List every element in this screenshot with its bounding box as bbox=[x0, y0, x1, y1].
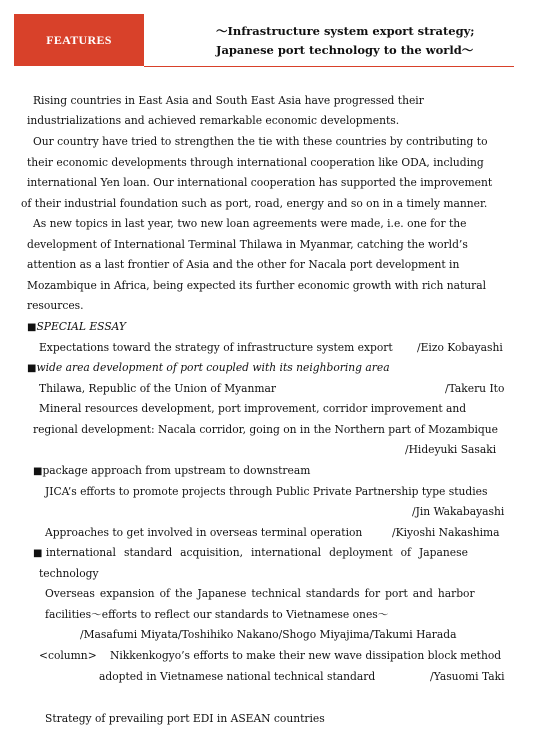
toc-entry: Nikkenkogyo’s efforts to make their new wave dissipation block method bbox=[110, 649, 502, 662]
intro-line: development of International Terminal Thilawa in Myanmar, catching the world’s bbox=[27, 238, 468, 251]
toc-entry: facilities～efforts to reflect our standards to Vietnamese ones～ bbox=[45, 608, 389, 621]
column-tag: <column> bbox=[39, 649, 97, 662]
intro-line: their economic developments through international cooperation like ODA, including bbox=[27, 156, 484, 169]
section-heading-label: wide area development of port coupled with its neighboring area bbox=[36, 361, 390, 374]
section-heading-label: international standard acquisition, international deployment of Japanese bbox=[45, 546, 468, 559]
square-bullet-icon: ■ bbox=[27, 363, 37, 374]
intro-line: Our country have tried to strengthen the tie with these countries by contributing to bbox=[33, 135, 488, 148]
intro-line: industrializations and achieved remarkable economic developments. bbox=[27, 114, 400, 127]
header-badge: FEATURES bbox=[14, 14, 144, 66]
intro-line: Rising countries in East Asia and South East Asia have progressed their bbox=[33, 94, 424, 107]
toc-author: /Yasuomi Taki bbox=[430, 670, 505, 683]
intro-line: resources. bbox=[27, 299, 84, 312]
section-heading-label: package approach from upstream to downstream bbox=[42, 464, 311, 477]
section-heading-wide-area bbox=[27, 361, 390, 376]
toc-entry: Mineral resources development, port improvement, corridor improvement and bbox=[39, 402, 467, 415]
toc-author: /Takeru Ito bbox=[445, 382, 505, 395]
square-bullet-icon: ■ bbox=[33, 548, 43, 559]
intro-line: attention as a last frontier of Asia and the other for Nacala port development in bbox=[27, 258, 460, 271]
section-heading-continuation: technology bbox=[39, 567, 99, 580]
toc-entry: Thilawa, Republic of the Union of Myanmar bbox=[39, 382, 277, 395]
toc-entry: Strategy of prevailing port EDI in ASEAN countries bbox=[45, 712, 325, 725]
toc-entry: JICA’s efforts to promote projects through Public Private Partnership type studies bbox=[45, 485, 488, 498]
intro-line: international Yen loan. Our international cooperation has supported the improvement bbox=[27, 176, 493, 189]
section-heading-special-essay bbox=[27, 320, 126, 335]
toc-author: /Masafumi Miyata/Toshihiko Nakano/Shogo Miyajima/Takumi Harada bbox=[80, 628, 457, 641]
section-heading-package bbox=[33, 464, 310, 479]
toc-author: /Jin Wakabayashi bbox=[412, 505, 505, 518]
toc-entry: regional development: Nacala corridor, going on in the Northern part of Mozambique bbox=[33, 423, 498, 436]
square-bullet-icon: ■ bbox=[27, 322, 37, 333]
intro-line: Mozambique in Africa, being expected its further economic growth with rich natural bbox=[27, 279, 487, 292]
toc-author: /Kiyoshi Nakashima bbox=[392, 526, 500, 539]
square-bullet-icon: ■ bbox=[33, 466, 43, 477]
toc-author: /Hideyuki Sasaki bbox=[405, 443, 497, 456]
toc-entry: adopted in Vietnamese national technical standard bbox=[99, 670, 376, 683]
header-title-line2: Japanese port technology to the world～ bbox=[216, 43, 474, 57]
section-heading-standard bbox=[33, 546, 468, 561]
toc-entry: Expectations toward the strategy of infrastructure system export bbox=[39, 341, 393, 354]
intro-line: of their industrial foundation such as port, road, energy and so on in a timely manner. bbox=[21, 197, 488, 210]
toc-entry: Overseas expansion of the Japanese technical standards for port and harbor bbox=[45, 587, 475, 600]
header-title-line1: ～Infrastructure system export strategy; bbox=[216, 24, 475, 38]
section-heading-label: SPECIAL ESSAY bbox=[36, 320, 126, 333]
intro-line: As new topics in last year, two new loan agreements were made, i.e. one for the bbox=[33, 217, 467, 230]
toc-entry: Approaches to get involved in overseas terminal operation bbox=[45, 526, 363, 539]
toc-author: /Eizo Kobayashi bbox=[417, 341, 503, 354]
